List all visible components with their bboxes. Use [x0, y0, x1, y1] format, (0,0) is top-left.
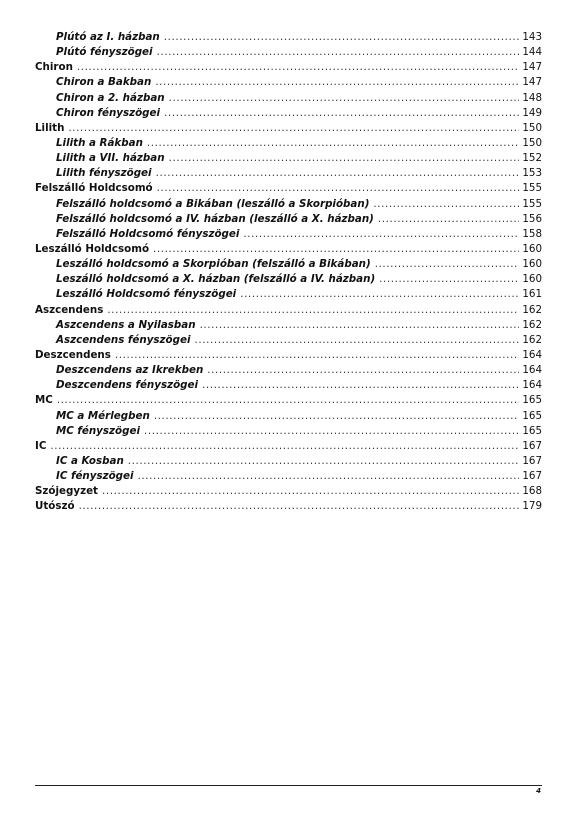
- dot-leader: [147, 136, 519, 151]
- dot-leader: [157, 45, 520, 60]
- toc-entry-page-number: 143: [522, 31, 542, 43]
- dot-leader: [68, 121, 519, 136]
- toc-entry-page-number: 160: [522, 273, 542, 286]
- toc-entry-title: MC fényszögei: [56, 424, 140, 437]
- dot-leader: [195, 333, 520, 348]
- dot-leader: [243, 227, 519, 242]
- toc-entry-title: MC: [35, 394, 53, 407]
- toc-entry-page-number: 158: [522, 227, 542, 240]
- toc-subentry[interactable]: [35, 30, 542, 45]
- toc-entry[interactable]: [35, 181, 542, 196]
- dot-leader: [164, 106, 519, 121]
- toc-entry-page-number: 147: [522, 61, 542, 74]
- dot-leader: [240, 287, 519, 302]
- dot-leader: [379, 272, 519, 287]
- toc-subentry[interactable]: [35, 333, 542, 348]
- dot-leader: [115, 348, 519, 363]
- toc-entry-page-number: 164: [522, 348, 542, 361]
- toc-entry-title: MC a Mérlegben: [56, 409, 150, 422]
- toc-subentry[interactable]: [35, 136, 542, 151]
- toc-subentry[interactable]: [35, 91, 542, 106]
- dot-leader: [79, 499, 520, 514]
- toc-entry-page-number: 152: [522, 152, 542, 165]
- dot-leader: [107, 303, 519, 318]
- dot-leader: [200, 318, 520, 333]
- toc-entry-title: Lilith a VII. házban: [56, 152, 165, 165]
- toc-subentry[interactable]: [35, 454, 542, 469]
- toc-entry-page-number: 149: [522, 106, 542, 119]
- page-number: 4: [536, 787, 541, 795]
- toc-entry-page-number: 165: [522, 409, 542, 422]
- toc-entry-title: IC a Kosban: [56, 454, 124, 467]
- toc-entry-page-number: 148: [522, 91, 542, 104]
- toc-subentry[interactable]: [35, 106, 542, 121]
- toc-entry-title: Chiron: [35, 61, 73, 74]
- toc-entry-page-number: 164: [522, 379, 542, 392]
- toc-entry-page-number: 147: [522, 76, 542, 89]
- toc-entry[interactable]: [35, 439, 542, 454]
- toc-entry-page-number: 150: [522, 136, 542, 149]
- toc-entry-title: Deszcendens az Ikrekben: [56, 364, 204, 377]
- dot-leader: [373, 197, 519, 212]
- toc-entry-page-number: 155: [522, 182, 542, 195]
- table-of-contents: [35, 30, 542, 515]
- toc-entry-title: Deszcendens fényszögei: [56, 379, 199, 392]
- toc-subentry[interactable]: [35, 378, 542, 393]
- dot-leader: [164, 30, 520, 45]
- toc-entry-title: Utószó: [35, 500, 75, 513]
- toc-entry-title: Felszálló holdcsomó a Bikában (leszálló a Skorpióban): [56, 197, 370, 210]
- toc-entry[interactable]: [35, 393, 542, 408]
- toc-entry-title: Felszálló Holdcsomó: [35, 182, 153, 195]
- toc-entry-title: Plútó fényszögei: [56, 46, 153, 59]
- toc-entry-page-number: 162: [522, 318, 542, 331]
- toc-entry-page-number: 160: [522, 258, 542, 271]
- dot-leader: [169, 91, 520, 106]
- toc-entry[interactable]: [35, 499, 542, 514]
- toc-entry-page-number: 179: [522, 500, 542, 513]
- toc-subentry[interactable]: [35, 212, 542, 227]
- toc-subentry[interactable]: [35, 363, 542, 378]
- dot-leader: [57, 393, 520, 408]
- toc-entry-title: IC: [35, 439, 47, 452]
- toc-subentry[interactable]: [35, 75, 542, 90]
- toc-entry[interactable]: [35, 484, 542, 499]
- toc-subentry[interactable]: [35, 166, 542, 181]
- toc-subentry[interactable]: [35, 257, 542, 272]
- dot-leader: [207, 363, 519, 378]
- toc-entry-page-number: 156: [522, 212, 542, 225]
- dot-leader: [50, 439, 519, 454]
- toc-subentry[interactable]: [35, 287, 542, 302]
- dot-leader: [202, 378, 519, 393]
- footer-divider: [35, 785, 542, 786]
- toc-entry-title: Deszcendens: [35, 348, 111, 361]
- toc-entry-page-number: 161: [522, 288, 542, 301]
- toc-entry-title: Lilith: [35, 121, 65, 134]
- dot-leader: [77, 60, 519, 75]
- toc-entry-title: Lilith fényszögei: [56, 167, 152, 180]
- toc-entry-page-number: 162: [522, 303, 542, 316]
- dot-leader: [155, 75, 519, 90]
- toc-entry-page-number: 153: [522, 167, 542, 180]
- toc-entry[interactable]: [35, 121, 542, 136]
- toc-entry-title: Leszálló holdcsomó a X. házban (felszálló a IV. házban): [56, 273, 376, 286]
- dot-leader: [375, 257, 520, 272]
- dot-leader: [157, 181, 520, 196]
- toc-entry[interactable]: [35, 348, 542, 363]
- toc-entry-title: Lilith a Rákban: [56, 136, 143, 149]
- toc-entry-title: Leszálló holdcsomó a Skorpióban (felszálló a Bikában): [56, 258, 371, 271]
- dot-leader: [138, 469, 520, 484]
- toc-entry-page-number: 168: [522, 485, 542, 498]
- toc-subentry[interactable]: [35, 45, 542, 60]
- toc-entry-page-number: 165: [522, 424, 542, 437]
- toc-entry-page-number: 162: [522, 333, 542, 346]
- toc-entry[interactable]: [35, 60, 542, 75]
- dot-leader: [154, 409, 520, 424]
- toc-entry-title: Felszálló holdcsomó a IV. házban (leszálló a X. házban): [56, 212, 374, 225]
- toc-entry-page-number: 160: [522, 242, 542, 255]
- toc-entry-page-number: 165: [522, 394, 542, 407]
- toc-subentry[interactable]: [35, 409, 542, 424]
- toc-subentry[interactable]: [35, 151, 542, 166]
- toc-entry-page-number: 164: [522, 364, 542, 377]
- dot-leader: [156, 166, 520, 181]
- toc-entry-title: Aszcendens fényszögei: [56, 333, 191, 346]
- dot-leader: [102, 484, 519, 499]
- toc-entry-title: Plútó az I. házban: [56, 31, 160, 43]
- toc-entry-page-number: 167: [522, 439, 542, 452]
- toc-entry[interactable]: [35, 242, 542, 257]
- toc-entry-page-number: 150: [522, 121, 542, 134]
- dot-leader: [128, 454, 520, 469]
- dot-leader: [144, 424, 519, 439]
- toc-entry[interactable]: [35, 303, 542, 318]
- toc-subentry[interactable]: [35, 227, 542, 242]
- dot-leader: [169, 151, 520, 166]
- dot-leader: [378, 212, 519, 227]
- toc-subentry[interactable]: [35, 272, 542, 287]
- toc-entry-page-number: 155: [522, 197, 542, 210]
- toc-entry-title: Leszálló Holdcsomó fényszögei: [56, 288, 237, 301]
- toc-entry-title: Aszcendens: [35, 303, 104, 316]
- toc-entry-title: Chiron a 2. házban: [56, 91, 165, 104]
- toc-entry-title: Szójegyzet: [35, 485, 98, 498]
- toc-subentry[interactable]: [35, 424, 542, 439]
- toc-subentry[interactable]: [35, 197, 542, 212]
- toc-entry-title: IC fényszögei: [56, 470, 134, 483]
- toc-entry-title: Chiron fényszögei: [56, 106, 161, 119]
- toc-entry-title: Aszcendens a Nyilasban: [56, 318, 196, 331]
- toc-subentry[interactable]: [35, 469, 542, 484]
- toc-entry-page-number: 144: [522, 46, 542, 59]
- dot-leader: [153, 242, 519, 257]
- toc-entry-title: Leszálló Holdcsomó: [35, 242, 150, 255]
- toc-entry-page-number: 167: [522, 470, 542, 483]
- toc-entry-title: Chiron a Bakban: [56, 76, 152, 89]
- toc-entry-title: Felszálló Holdcsomó fényszögei: [56, 227, 240, 240]
- toc-entry-page-number: 167: [522, 454, 542, 467]
- toc-subentry[interactable]: [35, 318, 542, 333]
